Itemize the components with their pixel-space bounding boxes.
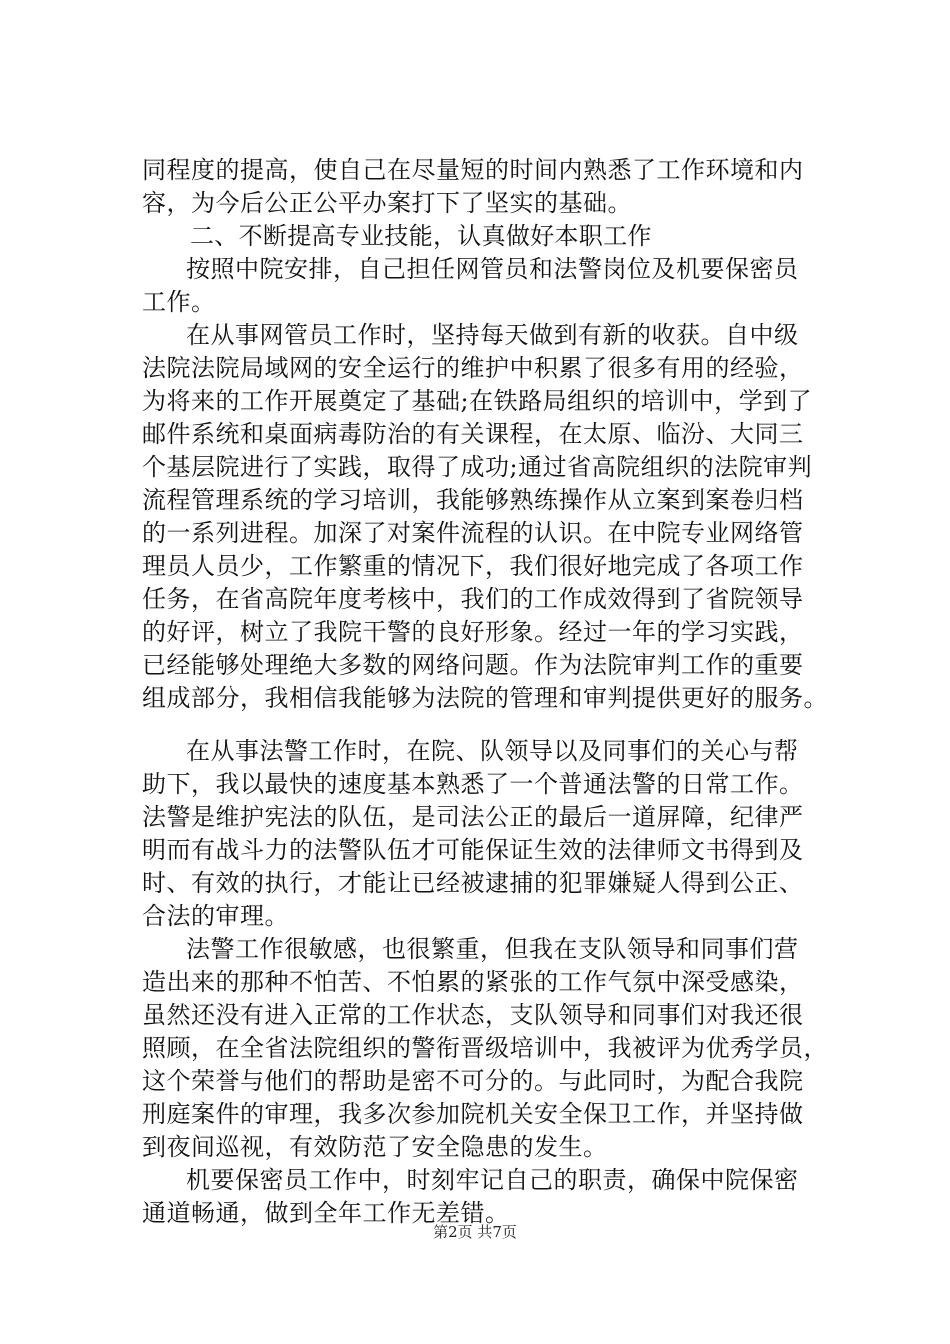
text-line: 理员人员少，工作繁重的情况下，我们很好地完成了各项工作	[142, 552, 804, 580]
text-line: 已经能够处理绝大多数的网络问题。作为法院审判工作的重要	[142, 651, 804, 679]
text-line: 在从事法警工作时，在院、队领导以及同事们的关心与帮	[186, 737, 799, 765]
text-line: 通道畅通，做到全年工作无差错。	[142, 1199, 510, 1227]
text-line: 明而有战斗力的法警队伍才可能保证生效的法律师文书得到及	[142, 836, 804, 864]
text-line: 机要保密员工作中，时刻牢记自己的职责，确保中院保密	[186, 1166, 799, 1194]
text-line: 虽然还没有进入正常的工作状态，支队领导和同事们对我还很	[142, 1001, 804, 1029]
section-heading: 二、不断提高专业技能，认真做好本职工作	[190, 222, 652, 250]
text-line: 任务，在省高院年度考核中，我们的工作成效得到了省院领导	[142, 585, 804, 613]
text-line: 照顾，在全省法院组织的警衔晋级培训中，我被评为优秀学员，	[142, 1034, 828, 1062]
page-number: 第2页 共7页	[433, 1223, 517, 1241]
text-line: 工作。	[142, 288, 216, 316]
text-line: 个基层院进行了实践，取得了成功;通过省高院组织的法院审判	[142, 453, 813, 481]
text-line: 邮件系统和桌面病毒防治的有关课程，在太原、临汾、大同三	[142, 420, 804, 448]
text-line: 造出来的那种不怕苦、不怕累的紧张的工作气氛中深受感染，	[142, 968, 804, 996]
text-line: 按照中院安排，自己担任网管员和法警岗位及机要保密员	[186, 255, 799, 283]
text-line: 到夜间巡视，有效防范了安全隐患的发生。	[142, 1133, 608, 1161]
text-line: 法警是维护宪法的队伍，是司法公正的最后一道屏障，纪律严	[142, 803, 804, 831]
text-line: 容，为今后公正公平办案打下了坚实的基础。	[142, 189, 632, 217]
text-line: 合法的审理。	[142, 902, 289, 930]
text-line: 法警工作很敏感，也很繁重，但我在支队领导和同事们营	[186, 935, 799, 963]
text-line: 在从事网管员工作时，坚持每天做到有新的收获。自中级	[186, 321, 799, 349]
document-body	[142, 154, 842, 1230]
text-line: 这个荣誉与他们的帮助是密不可分的。与此同时，为配合我院	[142, 1067, 804, 1095]
text-line: 的好评，树立了我院干警的良好形象。经过一年的学习实践，	[142, 618, 804, 646]
text-line: 时、有效的执行，才能让已经被逮捕的犯罪嫌疑人得到公正、	[142, 869, 804, 897]
text-line: 助下，我以最快的速度基本熟悉了一个普通法警的日常工作。	[142, 770, 804, 798]
text-line: 组成部分，我相信我能够为法院的管理和审判提供更好的服务。	[142, 684, 828, 712]
text-line: 刑庭案件的审理，我多次参加院机关安全保卫工作，并坚持做	[142, 1100, 804, 1128]
text-line: 为将来的工作开展奠定了基础;在铁路局组织的培训中，学到了	[142, 387, 813, 415]
text-line: 法院法院局域网的安全运行的维护中积累了很多有用的经验，	[142, 354, 804, 382]
text-line: 同程度的提高，使自己在尽量短的时间内熟悉了工作环境和内	[142, 156, 804, 184]
text-line: 流程管理系统的学习培训，我能够熟练操作从立案到案卷归档	[142, 486, 804, 514]
text-line: 的一系列进程。加深了对案件流程的认识。在中院专业网络管	[142, 519, 804, 547]
paragraph-gap	[142, 715, 842, 735]
